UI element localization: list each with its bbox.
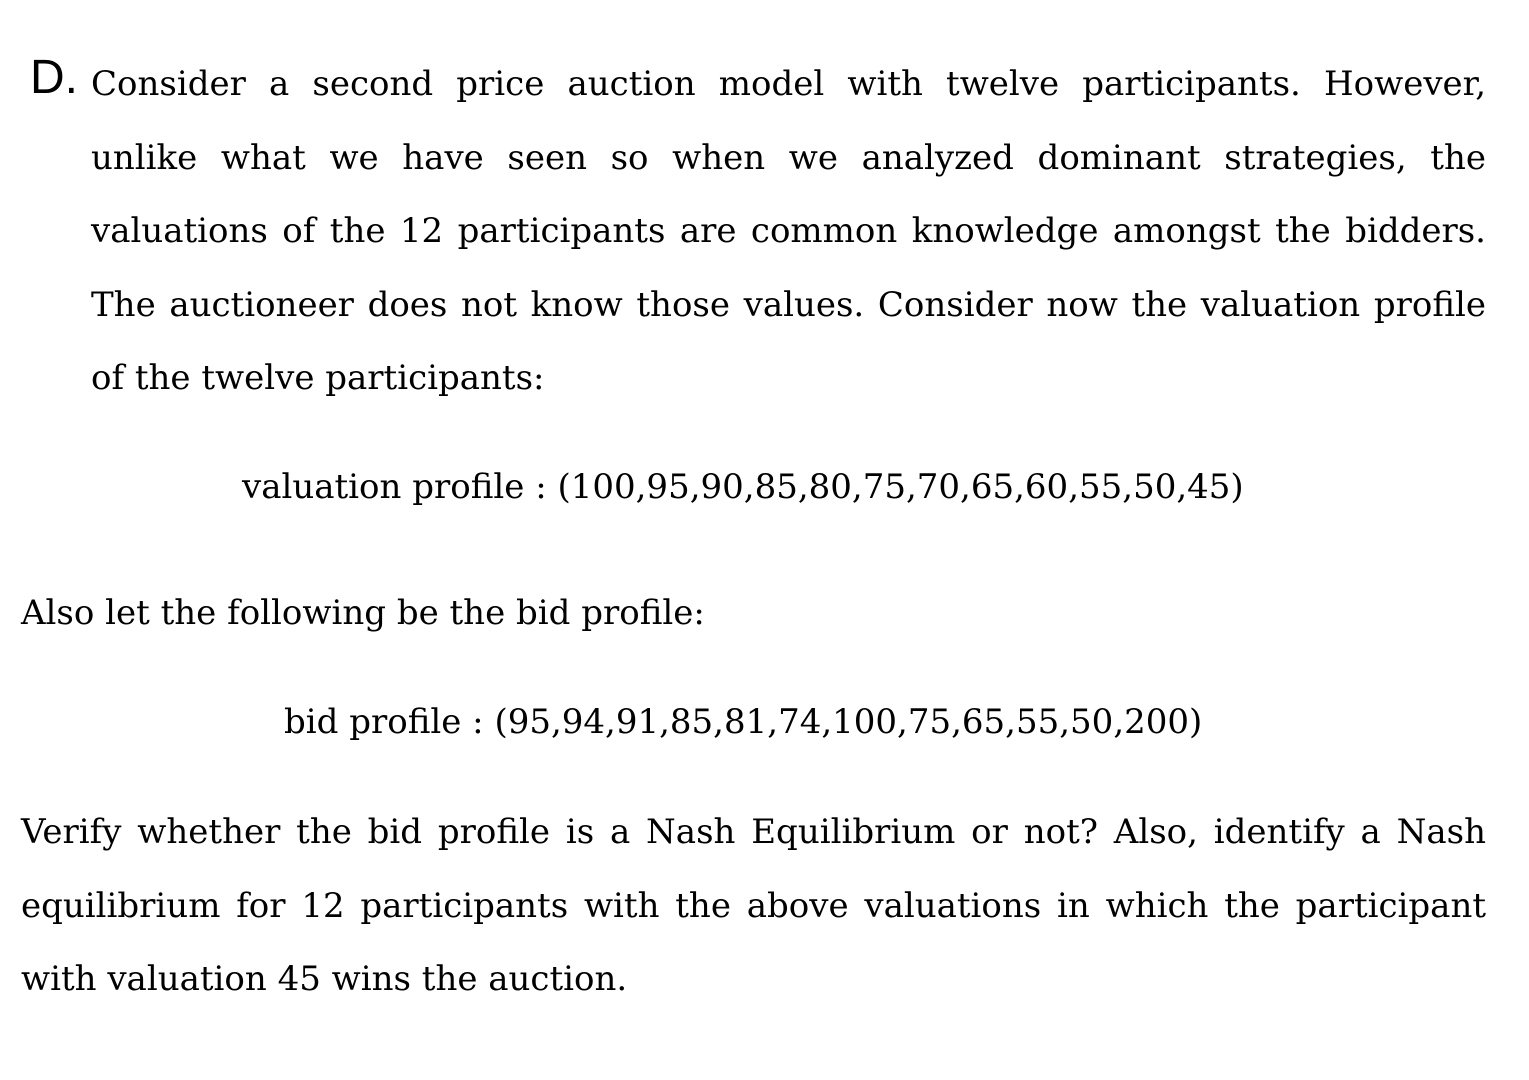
task-paragraph: Verify whether the bid profile is a Nash Equilibrium or not? Also, identify a Nash equilibrium for 12 participants with the above valuations in which the participant with valuation 45 wins the auction. [21, 812, 1486, 999]
valuation-profile: valuation profile : (100,95,90,85,80,75,70,65,60,55,50,45) [242, 467, 1244, 507]
question-label: D. [30, 51, 78, 104]
bid-profile: bid profile : (95,94,91,85,81,74,100,75,65,55,50,200) [284, 702, 1203, 742]
question-intro-paragraph: Consider a second price auction model with twelve participants. However, unlike what we have seen so when we analyzed dominant strategies, the valuations of the 12 participants are common knowledge amongst the bidders. The auctioneer does not know those values. Consider now the valuation profile of the twelve participants: [91, 64, 1486, 398]
bid-intro-paragraph: Also let the following be the bid profile: [21, 593, 705, 633]
